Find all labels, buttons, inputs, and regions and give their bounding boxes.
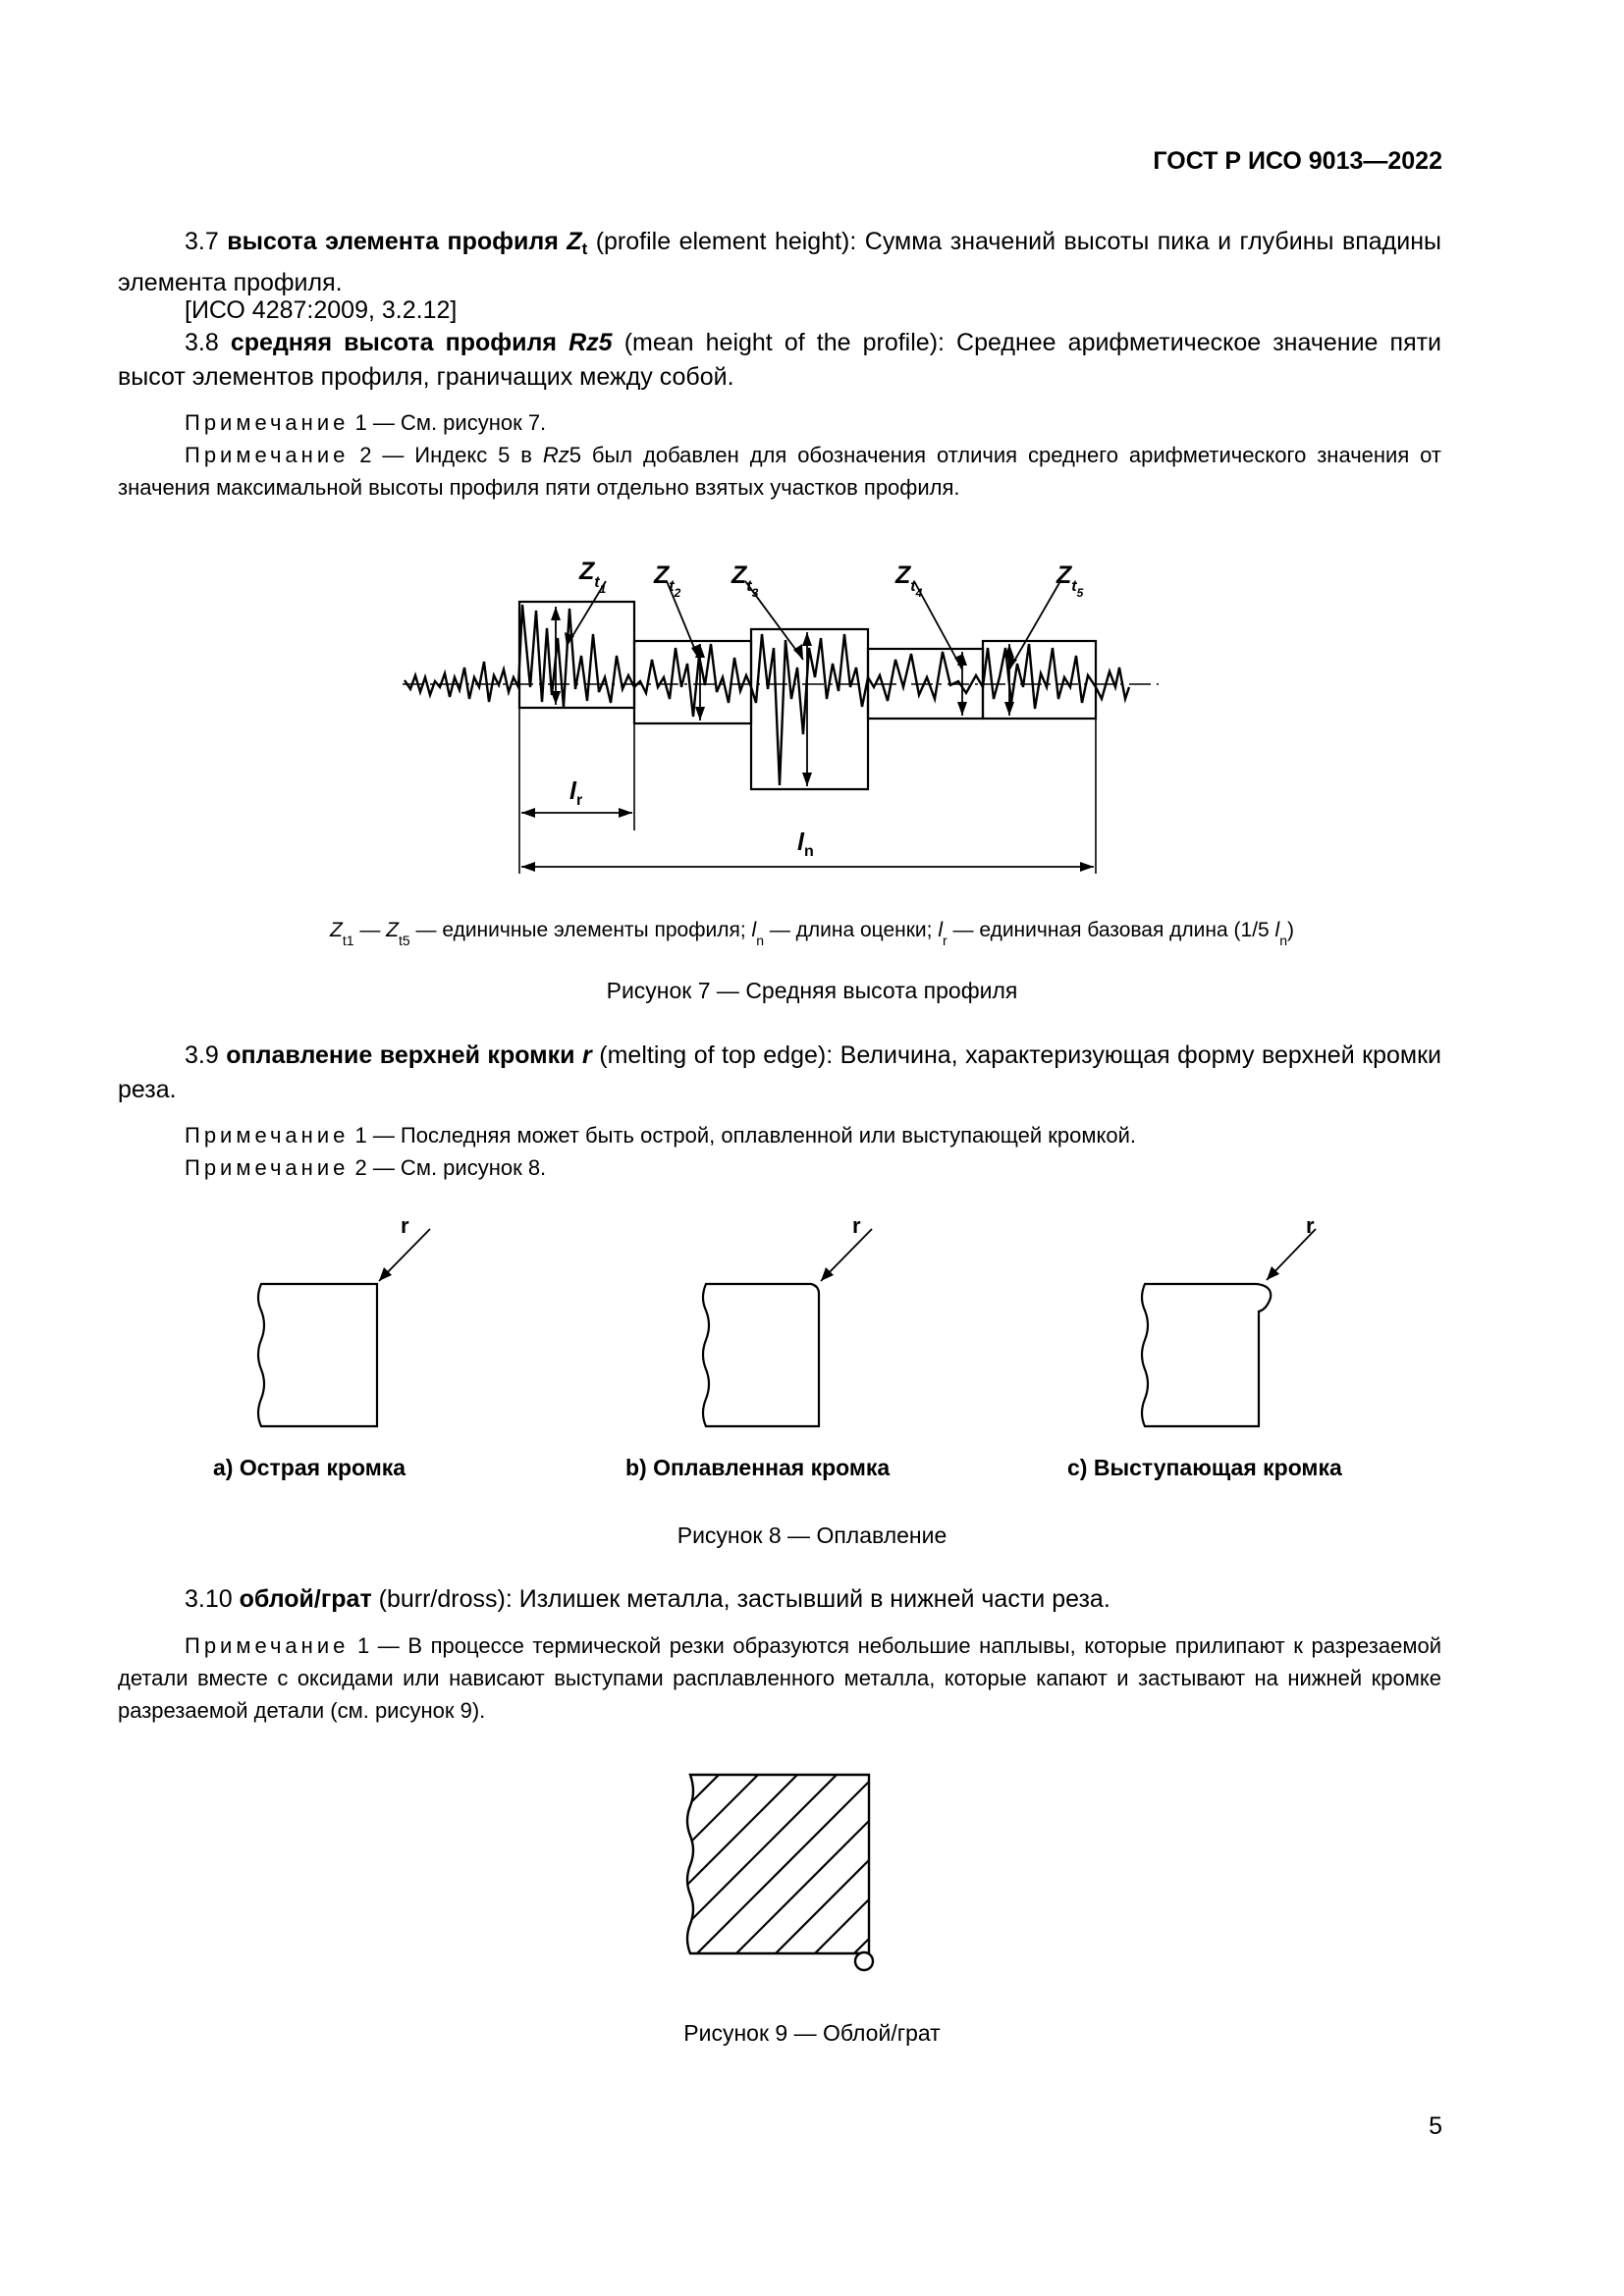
dross-droplet [855,1952,873,1970]
english-term: (burr/dross) [378,1585,506,1613]
term: облой/грат [239,1585,372,1613]
figure-8-caption: Рисунок 8 — Оплавление [677,1522,947,1548]
section-number: 3.10 [185,1585,233,1613]
term: высота элемента профиля [227,228,559,255]
note-label: Примечание [185,1123,350,1148]
note-text: 2 — См. рисунок 8. [354,1155,547,1180]
page-number: 5 [1429,2112,1442,2140]
label-zt3: $Z_{t3}$ [731,561,759,600]
definition: : Среднее арифметическое значение пяти высот элементов профиля, граничащих между собой. [118,329,1442,391]
r-label-b: r [852,1213,861,1238]
label-melted-edge: b) Оплавленная кромка [625,1455,891,1480]
document-id: ГОСТ Р ИСО 9013—2022 [1153,147,1442,175]
english-term: (mean height of the profile) [623,329,939,356]
note-text: 1 — В процессе термической резки образуются небольшие наплывы, которые прилипают к разрезаемой детали вместе с оксидами или нависают выступами расплавленного металла, которые капают и застывают на нижней кромке разрезаемой детали (см. рисунок 9). [118,1633,1441,1723]
label-zt5: $Z_{t5}$ [1056,561,1084,600]
definition: : Излишек металла, застывший в нижней части реза. [505,1585,1110,1613]
section-number: 3.8 [185,329,219,356]
note-label: Примечание [185,1155,350,1180]
english-term: (melting of top edge) [599,1041,827,1069]
symbol: r [582,1041,592,1069]
label-lr: $l_r$ [569,777,583,809]
english-term: (profile element height) [595,228,850,255]
section-number: 3.9 [185,1041,219,1069]
label-zt1: $Z_{t1}$ [579,558,607,596]
term: оплавление верхней кромки [226,1041,575,1069]
r-label-a: r [401,1213,409,1238]
note-text: 1 — См. рисунок 7. [354,410,547,435]
note-text-b: 5 был добавлен для обозначения отличия среднего арифметического значения от значения максимальной высоты профиля пяти отдельно взятых участков профиля. [118,443,1441,500]
note-label: Примечание [185,1633,350,1658]
definition: : Сумма значений высоты пика и глубины впадины элемента профиля. [118,228,1441,296]
symbol: Z [567,228,582,255]
symbol: Rz5 [568,329,613,356]
label-sharp-edge: a) Острая кромка [213,1455,406,1480]
label-zt2: $Z_{t2}$ [654,561,681,600]
note-label: Примечание [185,410,350,435]
note-label: Примечание [185,443,350,467]
definition: : Величина, характеризующая форму верхней кромки реза. [118,1041,1441,1103]
note-symbol: Rz [542,443,569,467]
label-zt4: $Z_{t4}$ [895,561,923,600]
reference: [ИСО 4287:2009, 3.2.12] [185,296,458,324]
note-text-a: 2 — Индекс 5 в [359,443,543,467]
symbol-subscript: t [581,240,588,258]
term: средняя высота профиля [230,329,558,356]
r-label-c: r [1306,1213,1315,1238]
figure-9-caption: Рисунок 9 — Облой/грат [683,2020,941,2046]
label-ln: $l_n$ [797,828,814,860]
figure-7-legend: $Z_{t1}$ — $Z_{t5}$ — единичные элементы профиля; $l_n$ — длина оценки; $l_r$ — единичная базовая длина (1/5 $l_n$) [329,919,1295,948]
note-text: 1 — Последняя может быть острой, оплавленной или выступающей кромкой. [354,1123,1137,1148]
section-number: 3.7 [185,228,219,255]
label-protruding-edge: c) Выступающая кромка [1067,1455,1342,1480]
figure-7-caption: Рисунок 7 — Средняя высота профиля [606,978,1018,1003]
